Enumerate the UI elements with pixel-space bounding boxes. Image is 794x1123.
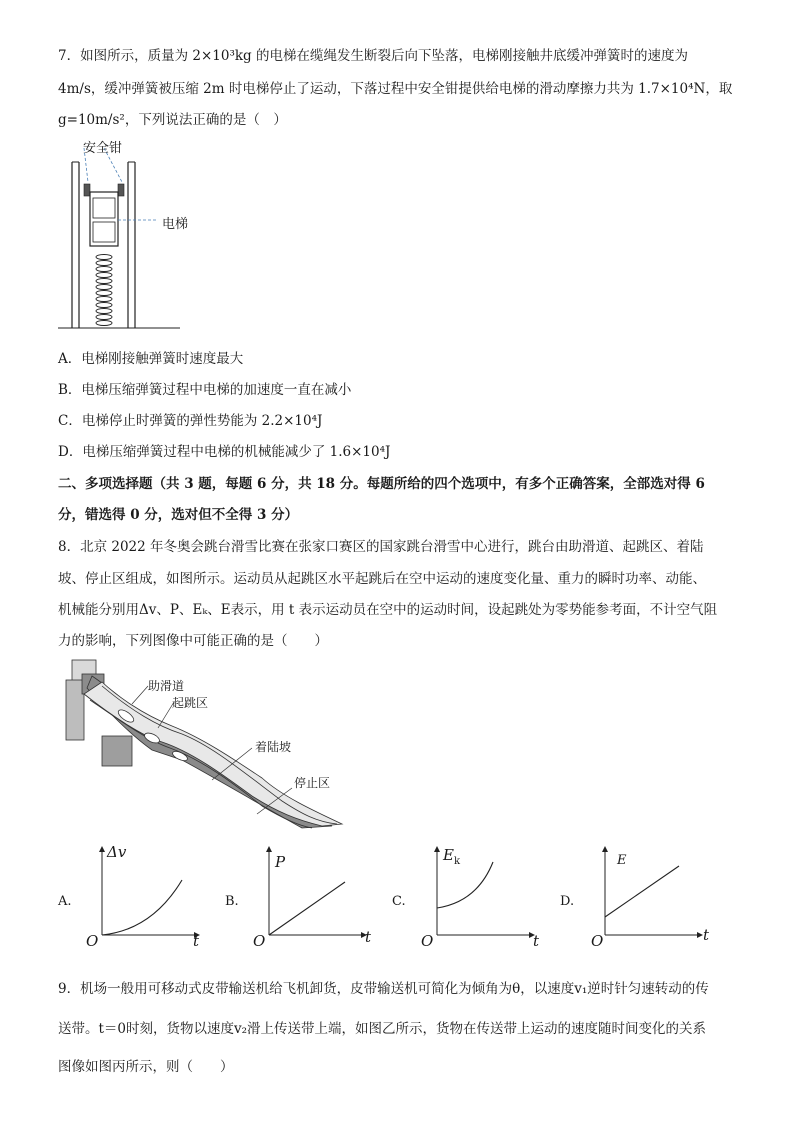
- landing-label: 着陆坡: [255, 740, 292, 754]
- graph-c-ylabel-sub: k: [453, 856, 461, 867]
- graph-d: [585, 840, 710, 952]
- graph-d-origin: O: [591, 932, 604, 950]
- graph-b: [249, 840, 374, 952]
- graph-c-ylabel: [443, 846, 460, 867]
- graph-c: [417, 840, 542, 952]
- graph-d-xlabel: t: [703, 926, 710, 944]
- graph-b-xlabel: t: [365, 928, 372, 946]
- ski-jump-figure: [62, 656, 352, 836]
- q8-stem-line-3: 机械能分别用Δv、P、Eₖ、E表示，用 t 表示运动员在空中的运动时间，设起跳处为零势能参考面，不计空气阻: [58, 602, 718, 618]
- graph-a: [82, 840, 207, 952]
- q9-stem-line-1: 9．机场一般用可移动式皮带输送机给飞机卸货，皮带输送机可简化为倾角为θ，以速度v₁逆时针匀速转动的传: [58, 981, 709, 997]
- graph-c-xlabel: t: [533, 932, 540, 950]
- graph-a-option: A.: [58, 894, 72, 909]
- graph-a-origin: O: [86, 932, 99, 950]
- q7-stem-line-3: g=10m/s²，下列说法正确的是（ ）: [58, 112, 287, 128]
- graph-c-ylabel-main: E: [443, 846, 454, 864]
- takeoff-label: 起跳区: [172, 696, 209, 710]
- graph-b-option: B.: [225, 894, 239, 909]
- graph-a-ylabel: Δv: [107, 843, 127, 861]
- q7-option-d: D．电梯压缩弹簧过程中电梯的机械能减少了 1.6×10⁴J: [58, 444, 391, 460]
- q7-option-c: C．电梯停止时弹簧的弹性势能为 2.2×10⁴J: [58, 413, 323, 429]
- section2-heading-line-2: 分，错选得 0 分，选对但不全得 3 分）: [58, 507, 299, 523]
- graph-b-ylabel: P: [275, 853, 286, 871]
- graph-a-xlabel: t: [193, 932, 200, 950]
- elevator-figure: [50, 132, 230, 332]
- q8-stem-line-2: 坡、停止区组成，如图所示。运动员从起跳区水平起跳后在空中运动的速度变化量、重力的瞬时功率、动能、: [58, 571, 706, 587]
- q8-stem-line-1: 8．北京 2022 年冬奥会跳台滑雪比赛在张家口赛区的国家跳台滑雪中心进行，跳台由助滑道、起跳区、着陆: [58, 539, 704, 555]
- stop-label: 停止区: [294, 776, 331, 790]
- graph-b-origin: O: [253, 932, 266, 950]
- graph-c-origin: O: [421, 932, 434, 950]
- q7-option-b: B．电梯压缩弹簧过程中电梯的加速度一直在减小: [58, 382, 352, 398]
- graph-d-option: D.: [560, 894, 575, 909]
- runway-label: 助滑道: [148, 679, 185, 693]
- elevator-label: 电梯: [162, 217, 189, 232]
- q7-stem-line-1: 7．如图所示，质量为 2×10³kg 的电梯在缆绳发生断裂后向下坠落，电梯刚接触井底缓冲弹簧时的速度为: [58, 48, 688, 64]
- q9-stem-line-2: 送带。t＝0时刻，货物以速度v₂滑上传送带上端，如图乙所示，货物在传送带上运动的速度随时间变化的关系: [58, 1021, 707, 1037]
- q7-option-a: A．电梯刚接触弹簧时速度最大: [58, 351, 244, 367]
- q9-stem-line-3: 图像如图丙所示，则（ ）: [58, 1059, 234, 1075]
- clamp-label: 安全钳: [83, 141, 123, 156]
- graph-d-ylabel: E: [617, 853, 627, 868]
- q8-stem-line-4: 力的影响，下列图像中可能正确的是（ ）: [58, 633, 328, 649]
- q7-stem-line-2: 4m/s，缓冲弹簧被压缩 2m 时电梯停止了运动，下落过程中安全钳提供给电梯的滑动摩擦力共为 1.7×10⁴N，取: [58, 81, 733, 97]
- section2-heading-line-1: 二、多项选择题（共 3 题，每题 6 分，共 18 分。每题所给的四个选项中，有多个正确答案，全部选对得 6: [58, 476, 705, 492]
- graph-c-option: C.: [392, 894, 406, 909]
